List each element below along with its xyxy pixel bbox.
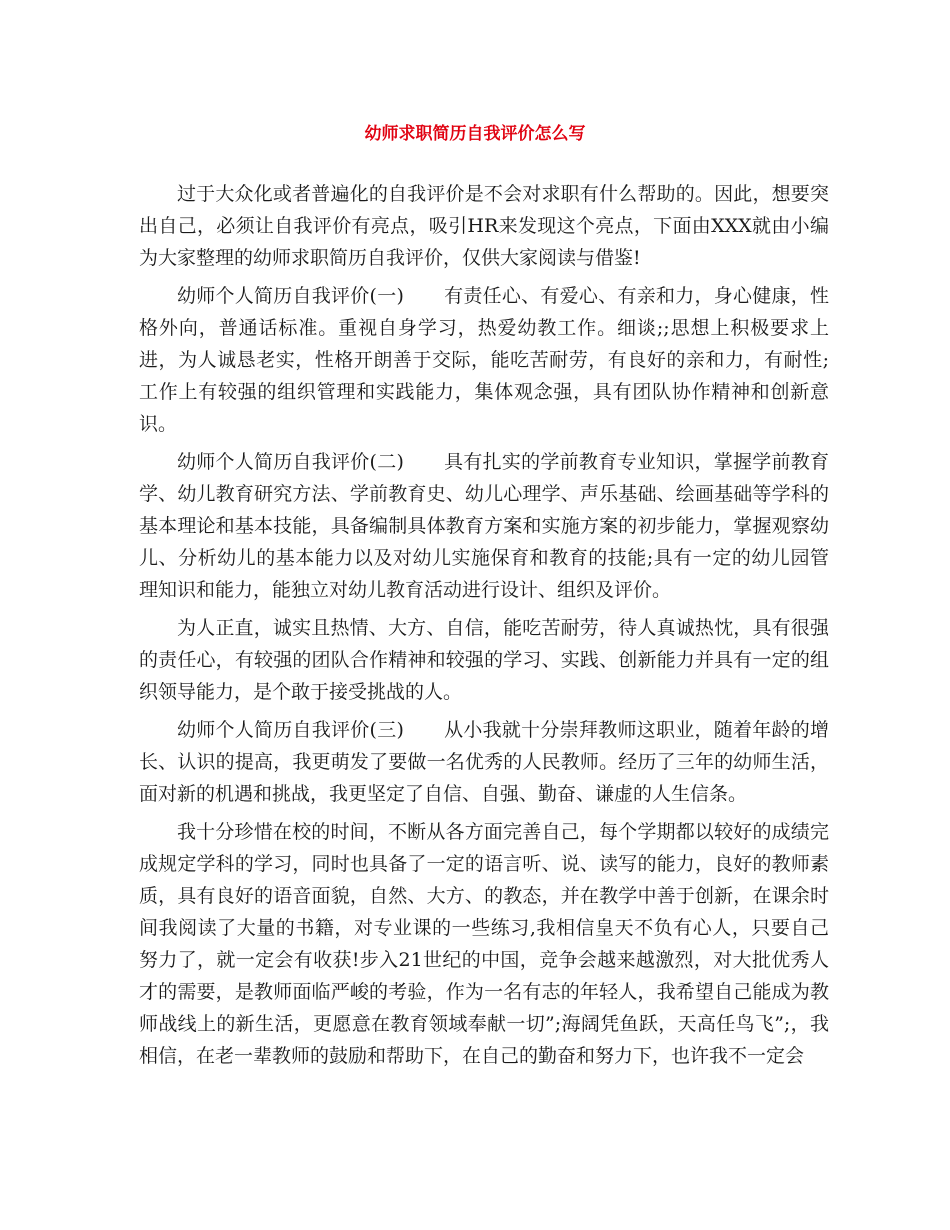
section-2-text: 具有扎实的学前教育专业知识，掌握学前教育学、幼儿教育研究方法、学前教育史、幼儿心理学、声乐基础、绘画基础等学科的基本理论和基本技能，具备编制具体教育方案和实施方案的初步能力，掌握观察幼儿、分析幼儿的基本能力以及对幼儿实施保育和教育的技能;具有一定的幼儿园管理知识和能力，能独立对幼儿教育活动进行设计、组织及评价。 — [139, 451, 829, 601]
section-1-text: 有责任心、有爱心、有亲和力，身心健康，性格外向，普通话标准。重视自身学习，热爱幼教工作。细谈;;思想上积极要求上进，为人诚恳老实，性格开朗善于交际，能吃苦耐劳，有良好的亲和力，有耐性;工作上有较强的组织管理和实践能力，集体观念强，具有团队协作精神和创新意识。 — [139, 285, 829, 435]
section-3-text: 从小我就十分崇拜教师这职业，随着年龄的增长、认识的提高，我更萌发了要做一名优秀的人民教师。经历了三年的幼师生活，面对新的机遇和挑战，我更坚定了自信、自强、勤奋、谦虚的人生信条。 — [139, 719, 829, 805]
section-1-paragraph — [139, 280, 829, 440]
section-3-heading: 幼师个人简历自我评价(三) — [177, 719, 404, 741]
character-paragraph: 为人正直，诚实且热情、大方、自信，能吃苦耐劳，待人真诚热忱，具有很强的责任心，有较强的团队合作精神和较强的学习、实践、创新能力并具有一定的组织领导能力，是个敢于接受挑战的人。 — [139, 617, 829, 703]
document-body — [139, 178, 829, 1078]
section-1-heading: 幼师个人简历自我评价(一) — [177, 285, 404, 307]
intro-paragraph: 过于大众化或者普遍化的自我评价是不会对求职有什么帮助的。因此，想要突出自己，必须让自我评价有亮点，吸引HR来发现这个亮点，下面由XXX就由小编为大家整理的幼师求职简历自我评价，仅供大家阅读与借鉴! — [139, 183, 829, 269]
section-2-heading: 幼师个人简历自我评价(二) — [177, 451, 404, 473]
section-3-paragraph — [139, 714, 829, 810]
section-2-paragraph — [139, 446, 829, 606]
document-title: 幼师求职简历自我评价怎么写 — [364, 124, 586, 144]
study-paragraph: 我十分珍惜在校的时间，不断从各方面完善自己，每个学期都以较好的成绩完成规定学科的学习，同时也具备了一定的语言听、说、读写的能力，良好的教师素质，具有良好的语音面貌，自然、大方、的教态，并在教学中善于创新，在课余时间我阅读了大量的书籍，对专业课的一些练习,我相信皇天不负有心人，只要自己努力了，就一定会有收获!步入21世纪的中国，竞争会越来越激烈，对大批优秀人才的需要，是教师面临严峻的考验，作为一名有志的年轻人，我希望自己能成为教师战线上的新生活，更愿意在教育领域奉献一切”;海阔凭鱼跃，天高任鸟飞”;，我相信，在老一辈教师的鼓励和帮助下，在自己的勤奋和努力下，也许我不一定会 — [139, 821, 829, 1067]
